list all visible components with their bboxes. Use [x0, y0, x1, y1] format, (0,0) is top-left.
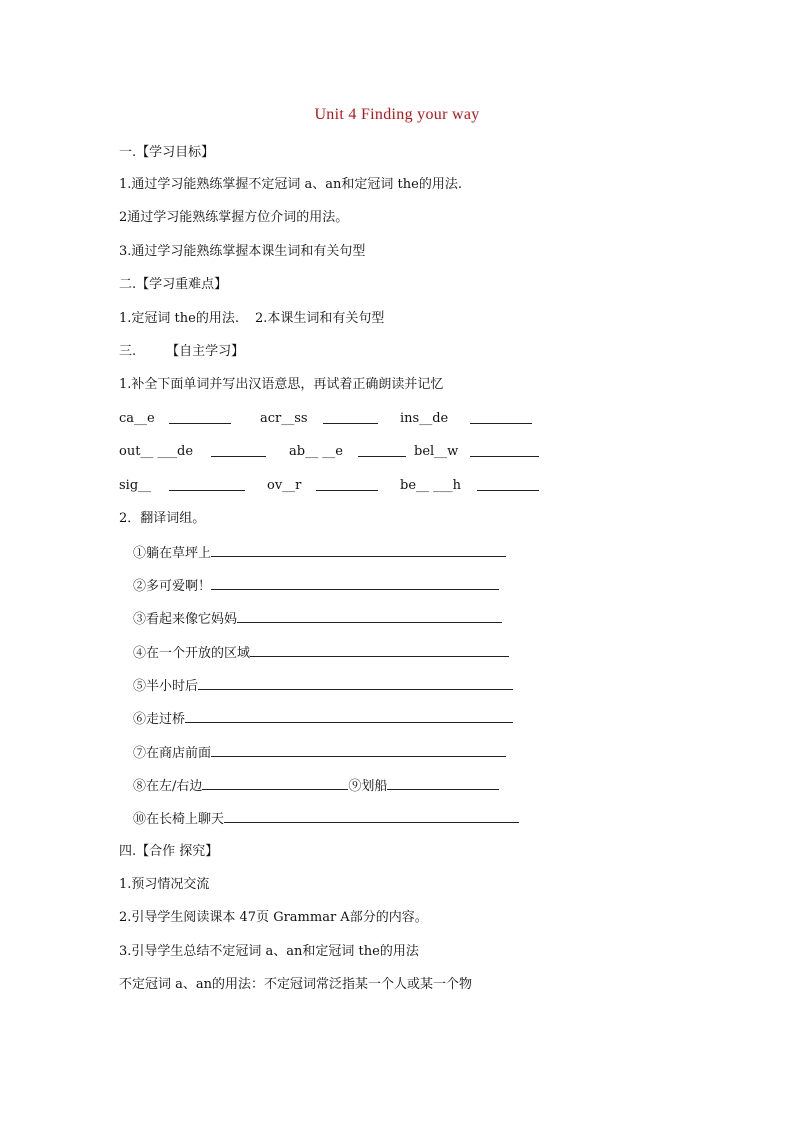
section-3-title: 【自主学习】: [166, 344, 245, 359]
word-blank[interactable]: [316, 477, 378, 491]
phrase-3: [133, 609, 502, 629]
key-point-2: 2.本课生词和有关句型: [254, 311, 385, 326]
word-blank[interactable]: [323, 410, 378, 424]
phrase-2: [133, 576, 499, 596]
phrase-1: [133, 543, 506, 563]
explore-item-3: 3.引导学生总结不定冠词 a、an和定冠词 the的用法: [119, 944, 419, 959]
phrase-label: ⑧在左/右边: [133, 779, 203, 794]
word-above: ab__ __e: [289, 444, 343, 459]
word-blank[interactable]: [358, 443, 406, 457]
section-3-heading: [119, 343, 244, 361]
key-points-line: [119, 310, 384, 328]
explore-item-1: 1.预习情况交流: [119, 877, 210, 892]
phrase-blank[interactable]: [198, 676, 513, 690]
goal-item-1: 1.通过学习能熟练掌握不定冠词 a、an和定冠词 the的用法.: [119, 177, 462, 192]
word-blank[interactable]: [477, 477, 539, 491]
goal-item-3: 3.通过学习能熟练掌握本课生词和有关句型: [119, 244, 366, 259]
phrase-blank[interactable]: [387, 776, 499, 790]
page-title: Unit 4 Finding your way: [314, 106, 480, 123]
key-point-1: 1.定冠词 the的用法.: [119, 311, 239, 326]
phrase-blank[interactable]: [224, 809, 519, 823]
phrase-4: [133, 643, 509, 663]
word-blank[interactable]: [169, 410, 231, 424]
phrase-6: [133, 709, 513, 729]
explore-item-2: 2.引导学生阅读课本 47页 Grammar A部分的内容。: [119, 910, 428, 925]
phrase-blank[interactable]: [211, 543, 506, 557]
section-1-heading: 一.【学习目标】: [119, 145, 215, 160]
task-1-instruction: 1.补全下面单词并写出汉语意思，再试着正确朗读并记忆: [119, 377, 444, 392]
word-blank[interactable]: [470, 410, 532, 424]
phrase-label: ⑩在长椅上聊天: [133, 812, 225, 827]
section-2-heading: 二.【学习重难点】: [119, 277, 228, 292]
phrase-label: ⑥走过桥: [133, 712, 186, 727]
word-beneath: be__ ___h: [400, 478, 462, 493]
phrase-10: [133, 809, 519, 829]
section-4-heading: 四.【合作 探究】: [119, 844, 219, 859]
word-blank[interactable]: [169, 477, 245, 491]
word-blank[interactable]: [470, 443, 539, 457]
word-outside: out__ ___de: [119, 444, 194, 459]
phrase-blank[interactable]: [211, 743, 506, 757]
phrase-blank[interactable]: [202, 776, 348, 790]
phrase-label: ③看起来像它妈妈: [133, 612, 238, 627]
phrase-blank[interactable]: [250, 643, 509, 657]
phrase-label: ⑨划船: [348, 779, 388, 794]
phrase-7: [133, 743, 506, 763]
word-inside: ins__de: [400, 411, 449, 426]
phrase-blank[interactable]: [211, 576, 499, 590]
phrase-label: ②多可爱啊！: [133, 579, 212, 594]
goal-item-2: 2通过学习能熟练掌握方位介词的用法。: [119, 210, 349, 225]
word-across: acr__ss: [260, 411, 308, 426]
phrase-blank[interactable]: [237, 609, 502, 623]
word-sign: sig__: [119, 478, 152, 493]
section-3-number: 三.: [119, 344, 137, 359]
phrase-label: ①躺在草坪上: [133, 546, 212, 561]
word-over: ov__r: [267, 478, 302, 493]
phrase-label: ⑤半小时后: [133, 679, 199, 694]
word-below: bel__w: [414, 444, 459, 459]
word-blank[interactable]: [211, 443, 266, 457]
word-cave: ca__e: [119, 411, 155, 426]
phrase-8-9: [133, 776, 499, 796]
task-2-instruction: 2．翻译词组。: [119, 511, 206, 526]
phrase-label: ⑦在商店前面: [133, 746, 212, 761]
phrase-5: [133, 676, 513, 696]
phrase-blank[interactable]: [185, 709, 513, 723]
indefinite-article-usage: 不定冠词 a、an的用法：不定冠词常泛指某一个人或某一个物: [119, 977, 473, 992]
phrase-label: ④在一个开放的区域: [133, 646, 251, 661]
